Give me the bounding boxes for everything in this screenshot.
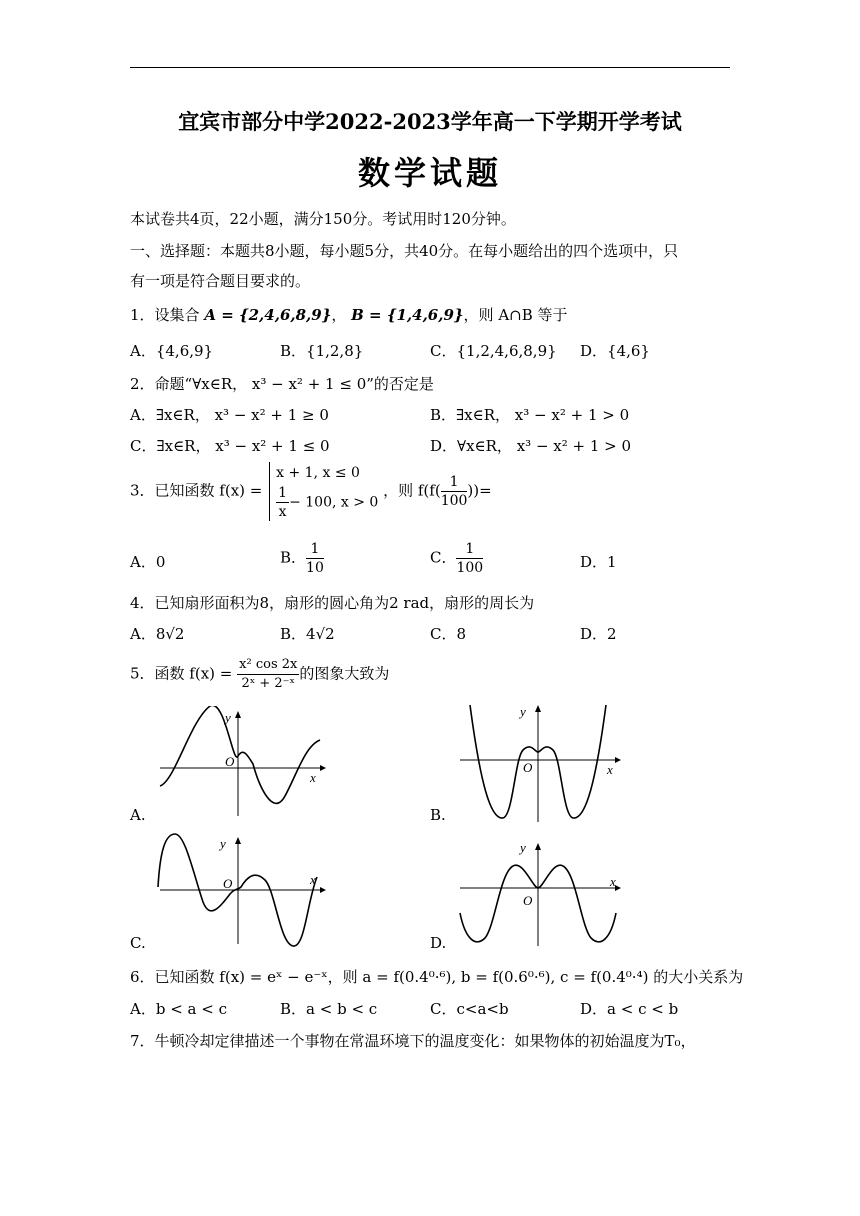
- q1-option-d[interactable]: D．{4,6}: [580, 342, 650, 360]
- q2-option-d[interactable]: D．∀x∈R， x³ − x² + 1 > 0: [430, 437, 632, 455]
- q4-option-c[interactable]: C．8: [430, 625, 467, 643]
- q3-option-d[interactable]: D．1: [580, 553, 617, 571]
- section-heading-1: 一、选择题：本题共8小题，每小题5分，共40分。在每小题给出的四个选项中，只: [130, 242, 679, 260]
- svg-text:O: O: [223, 876, 233, 891]
- question-5-stem: 5．函数 f(x) = $\frac{\text{x² cos 2x}}{\text{2ˣ + 2⁻ˣ}}$ 的图象大致为: [130, 657, 390, 691]
- q6-option-b[interactable]: B．a < b < c: [280, 1000, 378, 1018]
- graph-option-c[interactable]: [155, 832, 330, 950]
- header-rule: [130, 67, 730, 68]
- question-4-stem: 4．已知扇形面积为8，扇形的圆心角为2 rad，扇形的周长为: [130, 594, 535, 612]
- q4-option-b[interactable]: B．4√2: [280, 625, 335, 643]
- q3-option-a[interactable]: A．0: [130, 553, 166, 571]
- q4-option-a[interactable]: A．8√2: [130, 625, 185, 643]
- q5-option-c-label[interactable]: C.: [130, 934, 146, 952]
- exam-subtitle: 数学试题: [357, 154, 502, 192]
- q3-option-c[interactable]: C． $\frac{1}{100}$: [430, 541, 484, 576]
- q5-option-b-label[interactable]: B.: [430, 806, 446, 824]
- svg-text:x: x: [310, 872, 316, 887]
- question-6-stem: 6．已知函数 f(x) = eˣ − e⁻ˣ，则 a = f(0.4⁰·⁶), b = f(0.6⁰·⁶), c = f(0.4⁰·⁴) 的大小关系为: [130, 968, 744, 986]
- piecewise-brace: x + 1, x ≤ 0 $\frac{1}{x}$ − 100, x > 0: [269, 462, 378, 521]
- graph-option-d[interactable]: [455, 838, 630, 950]
- q1-option-b[interactable]: B．{1,2,8}: [280, 342, 364, 360]
- q5-option-a-label[interactable]: A.: [130, 806, 146, 824]
- q4-option-d[interactable]: D．2: [580, 625, 617, 643]
- q2-option-b[interactable]: B．∃x∈R， x³ − x² + 1 > 0: [430, 406, 630, 424]
- svg-text:y: y: [225, 710, 231, 725]
- svg-text:x: x: [610, 874, 616, 889]
- svg-text:O: O: [523, 760, 533, 775]
- q5-option-d-label[interactable]: D.: [430, 934, 447, 952]
- set-a: A = {2,4,6,8,9}: [204, 306, 332, 324]
- question-1-stem: 1．设集合 A = {2,4,6,8,9}， B = {1,4,6,9}，则 A∩B 等于: [130, 306, 568, 324]
- q2-option-c[interactable]: C．∃x∈R， x³ − x² + 1 ≤ 0: [130, 437, 330, 455]
- question-7-stem: 7．牛顿冷却定律描述一个事物在常温环境下的温度变化：如果物体的初始温度为T₀，: [130, 1032, 696, 1050]
- svg-text:y: y: [520, 704, 526, 719]
- q6-option-d[interactable]: D．a < c < b: [580, 1000, 679, 1018]
- section-heading-2: 有一项是符合题目要求的。: [130, 272, 311, 290]
- intro-text: 本试卷共4页，22小题，满分150分。考试用时120分钟。: [130, 210, 516, 228]
- svg-text:y: y: [220, 836, 226, 851]
- svg-text:x: x: [607, 762, 613, 777]
- graph-option-a[interactable]: [155, 706, 330, 818]
- svg-text:O: O: [523, 893, 533, 908]
- question-2-stem: 2．命题“∀x∈R， x³ − x² + 1 ≤ 0”的否定是: [130, 375, 434, 393]
- svg-text:y: y: [520, 840, 526, 855]
- q3-option-b[interactable]: B． $\frac{1}{10}$: [280, 541, 324, 576]
- svg-text:x: x: [310, 770, 316, 785]
- graph-option-b[interactable]: [455, 700, 630, 825]
- question-3-stem: 3．已知函数 f(x) = x + 1, x ≤ 0 $\frac{1}{x}$ − 100, x > 0 ，则 f(f( $\frac{1}{100}$ ))=: [130, 462, 492, 521]
- svg-text:O: O: [225, 754, 235, 769]
- q6-option-c[interactable]: C．c<a<b: [430, 1000, 509, 1018]
- q1-option-c[interactable]: C．{1,2,4,6,8,9}: [430, 342, 557, 360]
- set-b: B = {1,4,6,9}: [351, 306, 464, 324]
- q1-option-a[interactable]: A．{4,6,9}: [130, 342, 214, 360]
- exam-title: 宜宾市部分中学2022-2023学年高一下学期开学考试: [178, 109, 682, 134]
- q6-option-a[interactable]: A．b < a < c: [130, 1000, 227, 1018]
- q2-option-a[interactable]: A．∃x∈R， x³ − x² + 1 ≥ 0: [130, 406, 329, 424]
